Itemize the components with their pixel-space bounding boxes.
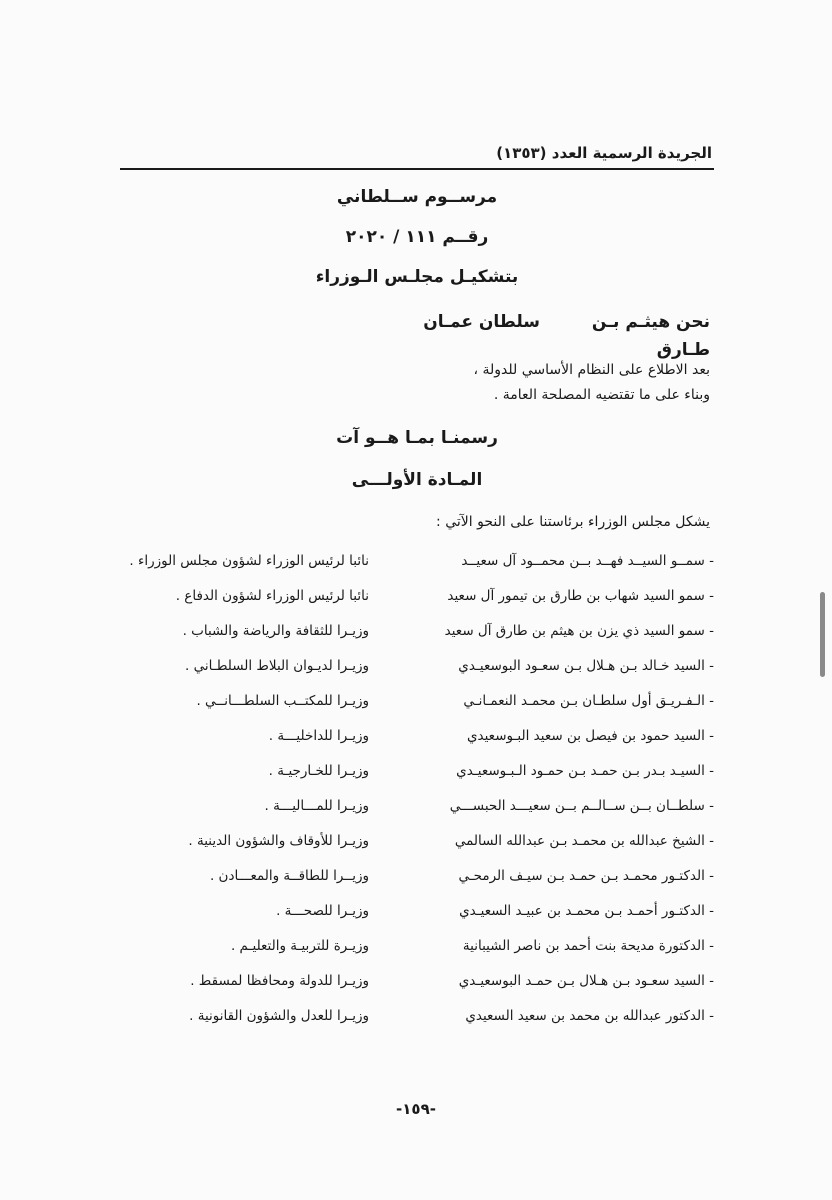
list-item (120, 719, 714, 754)
article-intro: يشكل مجلس الوزراء برئاستنا على النحو الآتي : (436, 514, 710, 530)
member-role: وزيـرا للعدل والشؤون القانونية . (189, 1008, 369, 1024)
member-name: - الدكتـور محمـد بـن حمـد بـن سيـف الرمحـي (458, 868, 714, 884)
decree-type: مرســوم ســلطاني (336, 187, 498, 207)
list-item (120, 894, 714, 929)
member-role: وزيـرا للدولة ومحافظا لمسقط . (190, 973, 369, 989)
list-item (120, 544, 714, 579)
member-role: وزيـرا للمـــاليـــة . (264, 798, 369, 814)
scrollbar-thumb[interactable] (820, 592, 825, 677)
preamble-line: بعد الاطلاع على النظام الأساسي للدولة ، (473, 362, 710, 378)
member-name: - الدكتورة مديحة بنت أحمد بن ناصر الشيبانية (462, 938, 714, 954)
list-item (120, 789, 714, 824)
member-role: وزيـرا للثقافة والرياضة والشباب . (182, 623, 369, 639)
cabinet-list (120, 544, 714, 1034)
list-item (120, 859, 714, 894)
decreed-heading: رسمنـا بمـا هــو آت (336, 428, 498, 448)
preamble (120, 358, 714, 408)
member-role: وزيـرا للصحـــة . (276, 903, 369, 919)
member-name: - سمــو السيــد فهــد بــن محمــود آل سعيــد (461, 553, 714, 569)
member-name: - السيـد بـدر بـن حمـد بـن حمـود الـبـوسعيـدي (456, 763, 714, 779)
member-name: - الدكتـور أحمـد بـن محمـد بن عبيـد السعيـدي (459, 903, 714, 919)
list-item (120, 684, 714, 719)
member-name: - السيد خـالد بـن هـلال بـن سعـود البوسعيـدي (458, 658, 714, 674)
member-role: نائبا لرئيس الوزراء لشؤون مجلس الوزراء . (129, 553, 369, 569)
member-name: - الدكتور عبدالله بن محمد بن سعيد السعيدي (465, 1008, 714, 1024)
decree-subject: بتشكيـل مجلـس الـوزراء (315, 267, 519, 287)
gazette-issue: الجريدة الرسمية العدد (١٣٥٣) (496, 144, 712, 162)
list-item (120, 999, 714, 1034)
ruler-name: نحن هيثـم بـن طـارق (591, 312, 710, 360)
member-role: وزيـرا للمكتــب السلطـــانــي . (196, 693, 369, 709)
member-role: وزيــرا للطاقــة والمعـــادن . (209, 868, 369, 884)
member-role: وزيـرا للأوقاف والشؤون الدينية . (188, 833, 369, 849)
article-heading: المـادة الأولـــى (351, 470, 483, 490)
ruler-title: سلطان عمـان (423, 312, 540, 332)
gazette-page (120, 140, 714, 1034)
member-role: وزيـرا للداخليـــة . (268, 728, 369, 744)
member-name: - سمو السيد شهاب بن طارق بن تيمور آل سعيد (447, 588, 714, 604)
member-role: وزيـرة للتربيـة والتعليـم . (230, 938, 369, 954)
decree-title-block (120, 184, 714, 290)
list-item (120, 964, 714, 999)
list-item (120, 824, 714, 859)
member-name: - سمو السيد ذي يزن بن هيثم بن طارق آل سعيد (444, 623, 714, 639)
ruler-line (120, 308, 714, 360)
member-role: نائبا لرئيس الوزراء لشؤون الدفاع . (175, 588, 369, 604)
member-name: - الشيخ عبدالله بن محمـد بـن عبدالله السالمي (454, 833, 714, 849)
list-item (120, 649, 714, 684)
member-role: وزيـرا للخـارجيـة . (268, 763, 369, 779)
page-header (120, 140, 714, 166)
list-item (120, 614, 714, 649)
decree-number: رقــم ١١١ / ٢٠٢٠ (345, 227, 489, 247)
list-item (120, 754, 714, 789)
list-item (120, 929, 714, 964)
member-name: - السيد حمود بن فيصل بن سعيد البـوسعيدي (466, 728, 714, 744)
list-item (120, 579, 714, 614)
header-divider (120, 168, 714, 170)
page-number: -١٥٩- (396, 1100, 436, 1118)
preamble-line: وبناء على ما تقتضيه المصلحة العامة . (493, 387, 710, 403)
member-role: وزيـرا لديـوان البلاط السلطـاني . (185, 658, 369, 674)
member-name: - الـفـريـق أول سلطـان بـن محمـد النعمـانـي (463, 693, 714, 709)
member-name: - سلطــان بــن ســالــم بــن سعيـــد الحبســـي (449, 798, 714, 814)
member-name: - السيد سعـود بـن هـلال بـن حمـد البوسعيـدي (458, 973, 714, 989)
